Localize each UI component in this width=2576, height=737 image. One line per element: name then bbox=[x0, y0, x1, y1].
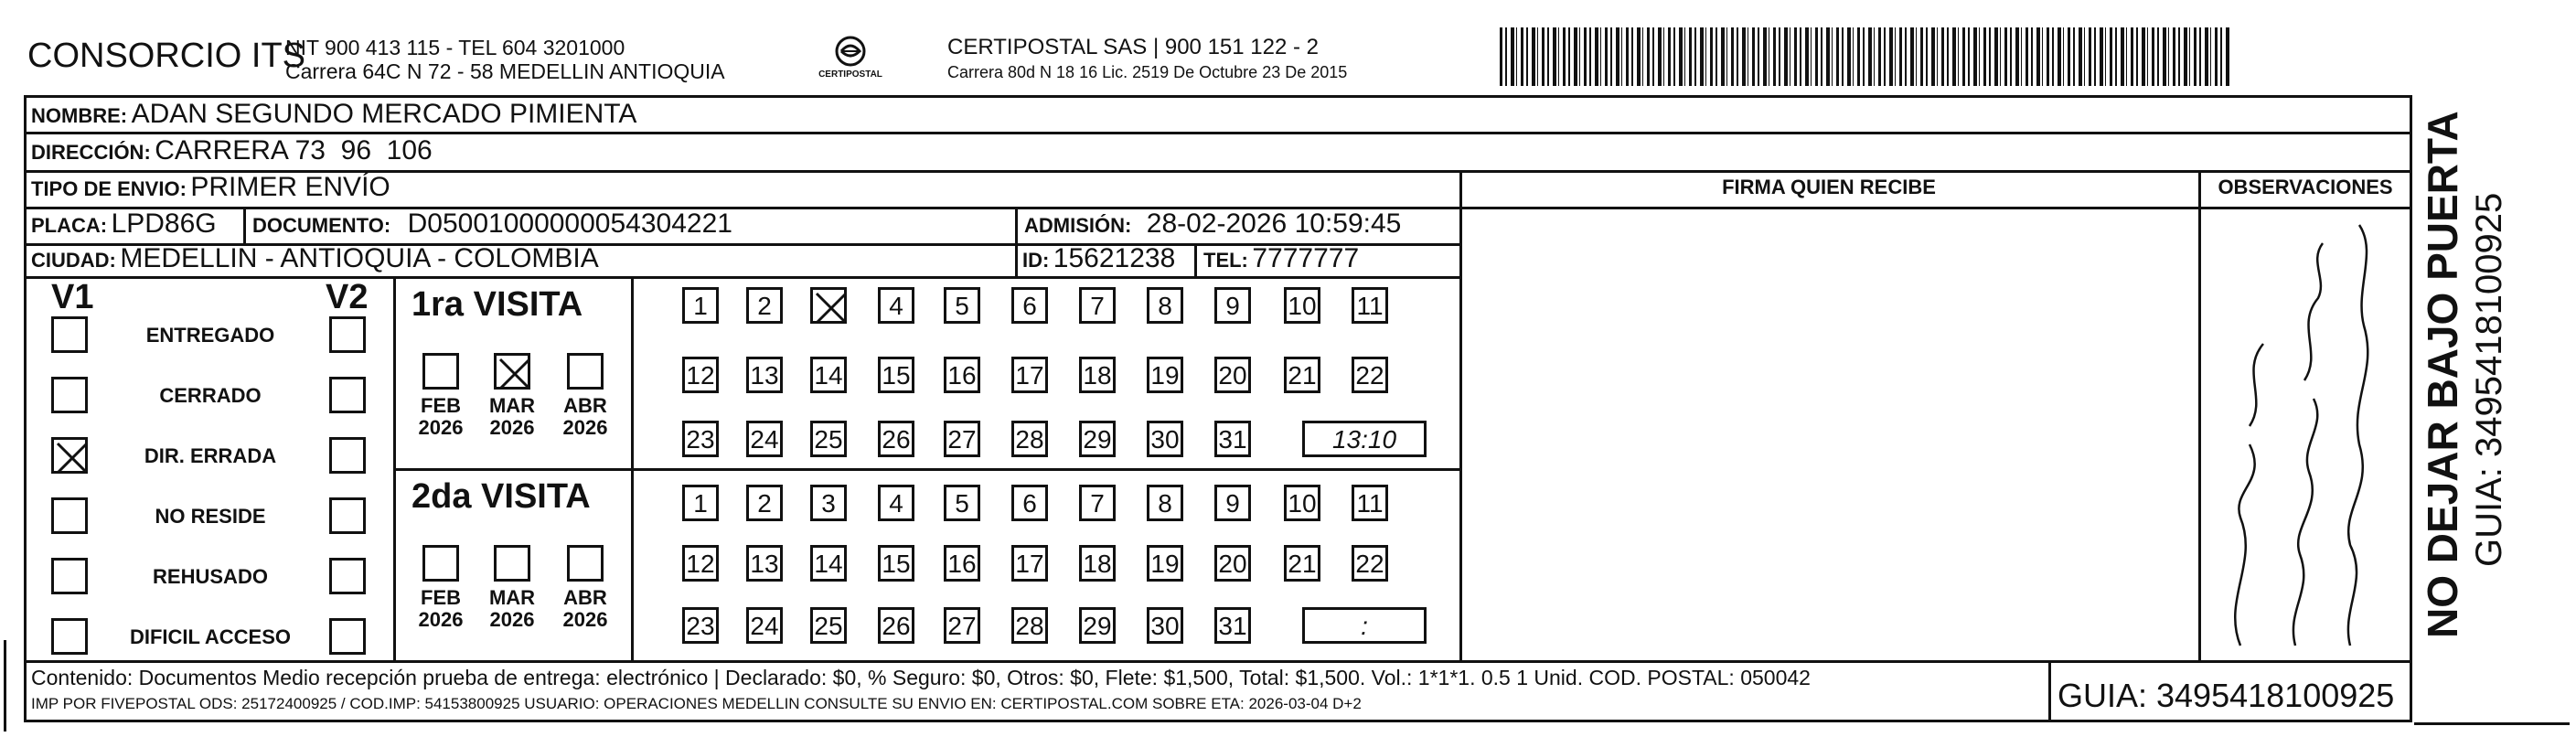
month-label bbox=[480, 587, 544, 631]
month-year: 2026 bbox=[562, 416, 608, 439]
v2-checkbox[interactable] bbox=[329, 618, 366, 655]
month-year: 2026 bbox=[562, 608, 608, 631]
month-year: 2026 bbox=[418, 416, 464, 439]
day-box[interactable]: 11 bbox=[1352, 485, 1388, 521]
left-margin-rule bbox=[4, 640, 6, 732]
day-box[interactable]: 28 bbox=[1011, 607, 1048, 644]
status-label: DIFICIL ACCESO bbox=[129, 625, 291, 648]
day-box[interactable]: 25 bbox=[810, 607, 847, 644]
no-dejar-text: NO DEJAR BAJO PUERTA bbox=[2419, 111, 2466, 638]
month-year: 2026 bbox=[489, 608, 535, 631]
day-box[interactable]: 17 bbox=[1011, 357, 1048, 393]
v2-checkbox[interactable] bbox=[329, 558, 366, 594]
v2-checkbox[interactable] bbox=[329, 377, 366, 413]
day-box[interactable]: 23 bbox=[682, 607, 719, 644]
certipostal-logo-icon bbox=[814, 33, 887, 88]
day-box[interactable]: 9 bbox=[1214, 287, 1251, 324]
month-label bbox=[553, 587, 617, 631]
day-box[interactable]: 22 bbox=[1352, 357, 1388, 393]
time-box[interactable]: 13:10 bbox=[1302, 421, 1427, 457]
v2-checkbox[interactable] bbox=[329, 437, 366, 474]
documento-row bbox=[252, 208, 732, 240]
month-year: 2026 bbox=[489, 416, 535, 439]
admision-row bbox=[1024, 208, 1401, 240]
id-label: ID: bbox=[1022, 249, 1050, 272]
month-label bbox=[409, 395, 473, 439]
ciudad-value: MEDELLIN - ANTIOQUIA - COLOMBIA bbox=[120, 243, 599, 273]
day-box[interactable]: 25 bbox=[810, 421, 847, 457]
day-box[interactable]: 1 bbox=[682, 287, 719, 324]
day-box[interactable]: 31 bbox=[1214, 607, 1251, 644]
direccion-value: CARRERA 73 96 106 bbox=[155, 135, 433, 166]
tel-row bbox=[1203, 243, 1359, 274]
side-guia-text: GUIA: 3495418100925 bbox=[2469, 192, 2509, 567]
v1-label: V1 bbox=[51, 278, 94, 316]
day-box[interactable]: 17 bbox=[1011, 545, 1048, 582]
id-value: 15621238 bbox=[1053, 243, 1176, 273]
day-box[interactable]: 16 bbox=[944, 545, 980, 582]
company-address: Carrera 64C N 72 - 58 MEDELLIN ANTIOQUIA bbox=[285, 59, 725, 83]
tipo-value: PRIMER ENVÍO bbox=[190, 172, 390, 202]
status-label: REHUSADO bbox=[153, 565, 268, 588]
day-box[interactable]: 22 bbox=[1352, 545, 1388, 582]
v1-checkbox[interactable] bbox=[51, 618, 88, 655]
ciudad-label: CIUDAD: bbox=[31, 249, 116, 272]
day-box[interactable]: 18 bbox=[1079, 545, 1116, 582]
tel-value: 7777777 bbox=[1252, 243, 1360, 273]
day-box[interactable]: 29 bbox=[1079, 607, 1116, 644]
day-box[interactable]: 20 bbox=[1214, 357, 1251, 393]
day-box[interactable]: 18 bbox=[1079, 357, 1116, 393]
day-box[interactable]: 14 bbox=[810, 357, 847, 393]
placa-row bbox=[31, 208, 217, 240]
month-year: 2026 bbox=[418, 608, 464, 631]
nombre-value: ADAN SEGUNDO MERCADO PIMIENTA bbox=[131, 99, 637, 129]
day-box[interactable]: 5 bbox=[944, 287, 980, 324]
observaciones-handwriting bbox=[2213, 216, 2405, 655]
day-box[interactable]: 30 bbox=[1147, 607, 1183, 644]
day-box[interactable]: 8 bbox=[1147, 485, 1183, 521]
status-label: NO RESIDE bbox=[155, 505, 266, 528]
footer-guia: GUIA: 3495418100925 bbox=[2058, 677, 2395, 714]
observaciones-header: OBSERVACIONES bbox=[2218, 176, 2393, 198]
status-label: DIR. ERRADA bbox=[144, 444, 277, 467]
month-checkbox[interactable] bbox=[494, 545, 530, 582]
tel-label: TEL: bbox=[1203, 249, 1248, 272]
day-box[interactable]: 13 bbox=[746, 545, 783, 582]
month-label bbox=[553, 395, 617, 439]
tipo-row bbox=[31, 172, 390, 203]
day-box[interactable]: 19 bbox=[1147, 357, 1183, 393]
month-checkbox[interactable] bbox=[422, 545, 459, 582]
carrier-line1: CERTIPOSTAL SAS | 900 151 122 - 2 bbox=[947, 35, 1319, 59]
v1-checkbox[interactable] bbox=[51, 316, 88, 353]
company-name: CONSORCIO ITS bbox=[27, 37, 306, 75]
month-name: MAR bbox=[488, 394, 536, 417]
nombre-row bbox=[31, 99, 636, 130]
day-box[interactable]: 4 bbox=[878, 287, 914, 324]
day-box[interactable]: 4 bbox=[878, 485, 914, 521]
status-label: CERRADO bbox=[159, 384, 262, 407]
day-box[interactable]: 27 bbox=[944, 421, 980, 457]
documento-label: DOCUMENTO: bbox=[252, 214, 391, 237]
day-box[interactable]: 21 bbox=[1284, 545, 1320, 582]
day-box[interactable]: 28 bbox=[1011, 421, 1048, 457]
documento-value: D05001000000054304221 bbox=[407, 208, 732, 239]
day-box[interactable]: 12 bbox=[682, 545, 719, 582]
day-box[interactable]: 1 bbox=[682, 485, 719, 521]
month-label bbox=[480, 395, 544, 439]
day-box[interactable]: 2 bbox=[746, 485, 783, 521]
day-box[interactable]: 15 bbox=[878, 545, 914, 582]
v2-checkbox[interactable] bbox=[329, 497, 366, 534]
firma-header: FIRMA QUIEN RECIBE bbox=[1722, 176, 1936, 198]
logo-text: CERTIPOSTAL bbox=[818, 69, 882, 80]
tipo-label: TIPO DE ENVIO: bbox=[31, 177, 187, 200]
barcode bbox=[1500, 27, 2231, 86]
bottom-rule bbox=[2414, 722, 2570, 725]
admision-value: 28-02-2026 10:59:45 bbox=[1146, 208, 1402, 239]
company-nit: NIT 900 413 115 - TEL 604 3201000 bbox=[285, 36, 625, 59]
day-box[interactable]: 24 bbox=[746, 607, 783, 644]
day-box[interactable]: 10 bbox=[1284, 485, 1320, 521]
day-box[interactable]: 2 bbox=[746, 287, 783, 324]
v1-checkbox[interactable] bbox=[51, 437, 88, 474]
month-label bbox=[409, 587, 473, 631]
day-box[interactable]: 20 bbox=[1214, 545, 1251, 582]
month-name: ABR bbox=[563, 394, 607, 417]
day-box[interactable] bbox=[810, 287, 847, 324]
day-box[interactable]: 7 bbox=[1079, 485, 1116, 521]
status-label: ENTREGADO bbox=[145, 324, 275, 347]
day-box[interactable]: 7 bbox=[1079, 287, 1116, 324]
placa-label: PLACA: bbox=[31, 214, 108, 237]
month-name: FEB bbox=[421, 394, 461, 417]
day-box[interactable]: 6 bbox=[1011, 287, 1048, 324]
second-visit-title: 2da VISITA bbox=[412, 477, 591, 516]
day-box[interactable]: 27 bbox=[944, 607, 980, 644]
day-box[interactable]: 15 bbox=[878, 357, 914, 393]
month-name: ABR bbox=[563, 586, 607, 609]
imp-text: IMP POR FIVEPOSTAL ODS: 25172400925 / COD.IMP: 54153800925 USUARIO: OPERACIONES MEDELLIN CONSULTE SU ENVIO EN: CERTIPOSTAL.COM SOBRE ETA: 2026-03-04 D+2 bbox=[31, 695, 1362, 712]
nombre-label: NOMBRE: bbox=[31, 104, 128, 127]
day-box[interactable]: 23 bbox=[682, 421, 719, 457]
day-box[interactable]: 3 bbox=[810, 485, 847, 521]
ciudad-row bbox=[31, 243, 599, 274]
v2-checkbox[interactable] bbox=[329, 316, 366, 353]
day-box[interactable]: 12 bbox=[682, 357, 719, 393]
day-box[interactable]: 16 bbox=[944, 357, 980, 393]
month-name: MAR bbox=[488, 586, 536, 609]
admision-label: ADMISIÓN: bbox=[1024, 214, 1132, 237]
day-box[interactable]: 8 bbox=[1147, 287, 1183, 324]
day-box[interactable]: 5 bbox=[944, 485, 980, 521]
v1-checkbox[interactable] bbox=[51, 377, 88, 413]
month-checkbox[interactable] bbox=[567, 353, 604, 390]
day-box[interactable]: 10 bbox=[1284, 287, 1320, 324]
direccion-row bbox=[31, 135, 433, 166]
direccion-label: DIRECCIÓN: bbox=[31, 141, 151, 164]
month-checkbox[interactable] bbox=[567, 545, 604, 582]
day-box[interactable]: 26 bbox=[878, 607, 914, 644]
id-row bbox=[1022, 243, 1175, 274]
day-box[interactable]: 6 bbox=[1011, 485, 1048, 521]
day-box[interactable]: 9 bbox=[1214, 485, 1251, 521]
v1-checkbox[interactable] bbox=[51, 558, 88, 594]
first-visit-title: 1ra VISITA bbox=[412, 285, 583, 324]
day-box[interactable]: 14 bbox=[810, 545, 847, 582]
time-box[interactable]: : bbox=[1302, 607, 1427, 644]
contenido-text: Contenido: Documentos Medio recepción prueba de entrega: electrónico | Declarado: $0, % Seguro: $0, Otros: $0, Flete: $1,500, Total: $1,500. Vol.: 1*1*1. 0.5 1 Unid. COD. POSTAL: 050042 bbox=[31, 666, 1811, 689]
day-box[interactable]: 29 bbox=[1079, 421, 1116, 457]
v2-label: V2 bbox=[326, 278, 369, 316]
month-checkbox[interactable] bbox=[494, 353, 530, 390]
month-name: FEB bbox=[421, 586, 461, 609]
day-box[interactable]: 13 bbox=[746, 357, 783, 393]
day-box[interactable]: 24 bbox=[746, 421, 783, 457]
day-box[interactable]: 30 bbox=[1147, 421, 1183, 457]
day-box[interactable]: 31 bbox=[1214, 421, 1251, 457]
day-box[interactable]: 19 bbox=[1147, 545, 1183, 582]
v1-checkbox[interactable] bbox=[51, 497, 88, 534]
month-checkbox[interactable] bbox=[422, 353, 459, 390]
day-box[interactable]: 26 bbox=[878, 421, 914, 457]
day-box[interactable]: 21 bbox=[1284, 357, 1320, 393]
day-box[interactable]: 11 bbox=[1352, 287, 1388, 324]
placa-value: LPD86G bbox=[111, 208, 217, 239]
carrier-line2: Carrera 80d N 18 16 Lic. 2519 De Octubre 23 De 2015 bbox=[947, 63, 1348, 81]
